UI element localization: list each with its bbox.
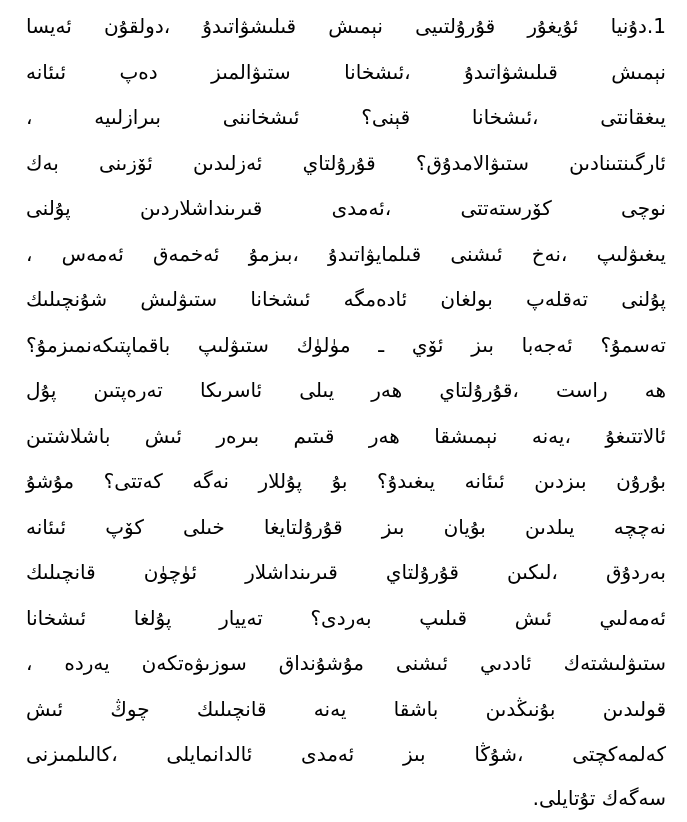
paragraph-line: ئارگىنتىنادىن ستىۋالامدۇق؟ قۇرۇلتاي ئەزلىدىن ئۆزىنى بەك [26, 151, 666, 175]
paragraph-line: تەسمۇ؟ ئەجەبا بىز ئۆي ـ مۈلۈك ستىۋلىپ باقماپتىكەنمىزمۇ؟ [26, 333, 666, 357]
paragraph-line: بۇرۇن بىزدىن ئىئانە يىغىدۇ؟ بۇ پۇللار نەگە كەتتى؟ مۇشۇ [26, 469, 666, 493]
paragraph-line: 1.دۇنيا ئۇيغۇر قۇرۇلتىيى نېمىش قىلىشۋاتىدۇ ،دولقۇن ئەيسا [26, 14, 666, 38]
paragraph-line: نوچى كۆرستەتتى ،ئەمدى قىرىنداشلاردىن پۇلنى [26, 196, 666, 220]
paragraph-line: ئەمەلىي ئىش قىلىپ بەردى؟ تەييار پۇلغا ئىشخانا [26, 606, 666, 630]
paragraph-line: نەچچە يىلدىن بۇيان بىز قۇرۇلتايغا خىلى كۆپ ئىئانە [26, 515, 666, 539]
paragraph-line: نېمىش قىلىشۋاتىدۇ ،ئىشخانا ستىۋالمىز دەپ ئىئانە [26, 60, 666, 84]
paragraph-line: يىغقانتى ،ئىشخانا قېنى؟ ئىشخاننى بىرازلىيە ، [26, 105, 666, 129]
paragraph-line: ھە راست ،قۇرۇلتاي ھەر يىلى ئاسرىكا تەرەپتىن پۇل [26, 378, 666, 402]
paragraph-line: ستىۋلىشتەك ئاددىي ئىشنى مۇشۇنداق سوزىۋەتكەن يەردە ، [26, 651, 666, 675]
paragraph-line-last: سەگەك تۇتايلى. [532, 786, 666, 810]
paragraph-line: بەردۇق ،لىكىن قۇرۇلتاي قىرىنداشلار ئۈچۈن قانچىلىك [26, 560, 666, 584]
paragraph-line: پۇلنى تەقلەپ بولغان ئادەمگە ئىشخانا ستىۋلىش شۇنچىلىك [26, 287, 666, 311]
paragraph-line: يىغىۋلىپ ،نەخ ئىشنى قىلمايۋاتىدۇ ،بىزمۇ ئەخمەق ئەمەس ، [26, 242, 666, 266]
paragraph-line: كەلمەكچتى ،شۇڭا بىز ئەمدى ئالدانمايلى ،كالىلمىزنى [26, 742, 666, 766]
paragraph-line: قولىدىن بۇنىڭدىن باشقا يەنە قانچىلىك چوڭ ئىش [26, 697, 666, 721]
paragraph-line: ئالاتتىغۇ ،يەنە نېمىشقا ھەر قىتىم بىرەر ئىش باشلاشتىن [26, 424, 666, 448]
